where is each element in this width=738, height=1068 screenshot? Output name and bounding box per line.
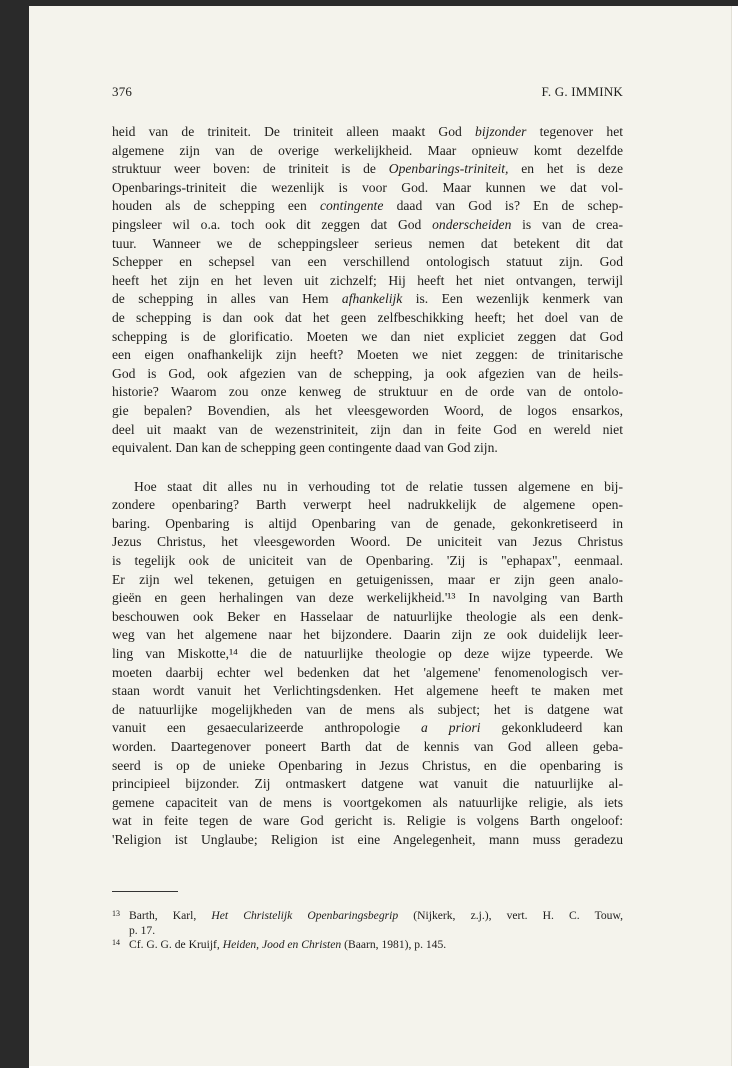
text-line: de schepping is dan ook dat het geen zelfbeschikking heeft; het doel van de	[112, 309, 623, 325]
running-head: F. G. IMMINK	[541, 84, 623, 99]
text-line: worden. Daartegenover poneert Barth dat de kennis van God alleen geba-	[112, 739, 623, 754]
text-line: Er zijn wel tekenen, getuigen en getuigenissen, maar er zijn geen analo-	[112, 571, 623, 587]
text-line: baring. Openbaring is altijd Openbaring van de genade, gekonkretiseerd in	[112, 515, 623, 531]
paragraph-gap	[112, 458, 623, 478]
footnote	[112, 909, 623, 938]
text-line: historie? Waarom zou onze kenweg de struktuur en de orde van de ontolo-	[112, 384, 623, 400]
footnote-rule	[112, 891, 178, 892]
text-line: principieel bijzonder. Zij ontmaskert datgene wat vanuit die natuurlijke al-	[112, 776, 623, 792]
text-line: God is God, ook afgezien van de schepping, ja ook afgezien van de heils-	[112, 365, 623, 381]
text-line: ling van Miskotte,¹⁴ die de natuurlijke theologie op deze wijze typeerde. We	[112, 646, 623, 662]
scan-border-left	[0, 0, 29, 1068]
text-line: de schepping in alles van Hem afhankelijk is. Een wezenlijk kenmerk van	[112, 291, 623, 307]
footnote-number: 13	[112, 909, 120, 918]
text-line: staan wordt vanuit het Verlichtingsdenken. Het algemene heeft te maken met	[112, 683, 623, 699]
body-text	[112, 123, 623, 850]
text-line: gemene capaciteit van de mens is voortgekomen als natuurlijke religie, als iets	[112, 794, 623, 810]
text-line: Hoe staat dit alles nu in verhouding tot de relatie tussen algemene en bij-	[134, 478, 623, 494]
text-line: equivalent. Dan kan de schepping geen contingente daad van God zijn.	[112, 440, 498, 456]
text-line: weg van het algemene naar het bijzondere. Daarin zijn ze ook duidelijk leer-	[112, 627, 623, 643]
text-line: zondere openbaring? Barth verwerpt heel nadrukkelijk de algemene open-	[112, 497, 623, 513]
footnote	[112, 938, 623, 953]
page-header	[112, 84, 623, 104]
text-line: pingsleer wil o.a. toch ook dit zeggen dat God onderscheiden is van de crea-	[112, 216, 623, 232]
footnote-line: Barth, Karl, Het Christelijk Openbaringsbegrip (Nijkerk, z.j.), vert. H. C. Touw,	[129, 909, 623, 922]
text-line: 'Religion ist Unglaube; Religion ist eine Angelegenheit, mann muss geradezu	[112, 831, 623, 847]
text-line: de natuurlijke mogelijkheden van de mens als subject; het is datgene wat	[112, 701, 623, 717]
text-line: gieën en geen herhalingen van deze werkelijkheid.'¹³ In navolging van Barth	[112, 590, 623, 606]
text-line: Jezus Christus, het vleesgeworden Woord. De uniciteit van Jezus Christus	[112, 534, 623, 550]
paragraph-2	[112, 478, 623, 850]
text-line: gie bepalen? Bovendien, als het vleesgeworden Woord, de logos ensarkos,	[112, 402, 623, 418]
text-line: struktuur weer boven: de triniteit is de Openbarings-triniteit, en het is deze	[112, 161, 624, 177]
text-line: heeft het zijn en het leven uit zichzelf; Hij heeft het niet ontvangen, terwijl	[112, 272, 623, 288]
text-line: beschouwen ook Beker en Hasselaar de natuurlijke theologie als een denk-	[112, 608, 623, 624]
text-line: algemene zijn van de overige werkelijkheid. Maar opnieuw komt dezelfde	[112, 142, 623, 158]
text-line: vanuit een gesaecularizeerde anthropologie a priori gekonkludeerd kan	[112, 720, 623, 736]
text-line: tuur. Wanneer we de scheppingsleer serieus nemen dat betekent dit dat	[112, 235, 623, 251]
page-number: 376	[112, 84, 133, 99]
text-line: Schepper en schepsel van een verschillend ontologisch statuut zijn. God	[112, 254, 623, 270]
text-line: schepping is de glorificatio. Moeten we dan niet expliciet zeggen dat God	[112, 328, 623, 344]
text-line: heid van de triniteit. De triniteit alleen maakt God bijzonder tegenover het	[112, 124, 624, 139]
text-line: moeten daarbij echter wel bedenken dat het 'algemene' fenomenologisch ver-	[112, 664, 623, 680]
text-line: houden als de schepping een contingente daad van God is? En de schep-	[112, 198, 623, 214]
text-line: een eigen onafhankelijk zijn heeft? Moeten we niet zeggen: de trinitarische	[112, 347, 623, 363]
footnote-line: Cf. G. G. de Kruijf, Heiden, Jood en Christen (Baarn, 1981), p. 145.	[129, 938, 447, 951]
footnote-line: p. 17.	[129, 923, 156, 937]
footnote-number: 14	[112, 938, 120, 947]
text-line: wat in feite tegen de ware God gericht is. Religie is volgens Barth ongeloof:	[112, 813, 623, 829]
text-line: is tegelijk ook de uniciteit van de Openbaring. 'Zij is "ephapax", eenmaal.	[112, 553, 623, 569]
text-line: seerd is op de unieke Openbaring in Jezus Christus, en die openbaring is	[112, 757, 623, 773]
text-line: deel uit maakt van de wezenstriniteit, zijn dan in feite God en wereld niet	[112, 421, 623, 437]
paragraph-1	[112, 123, 623, 458]
text-line: Openbarings-triniteit die wezenlijk is voor God. Maar kunnen we dat vol-	[112, 179, 623, 195]
footnotes	[112, 909, 623, 953]
